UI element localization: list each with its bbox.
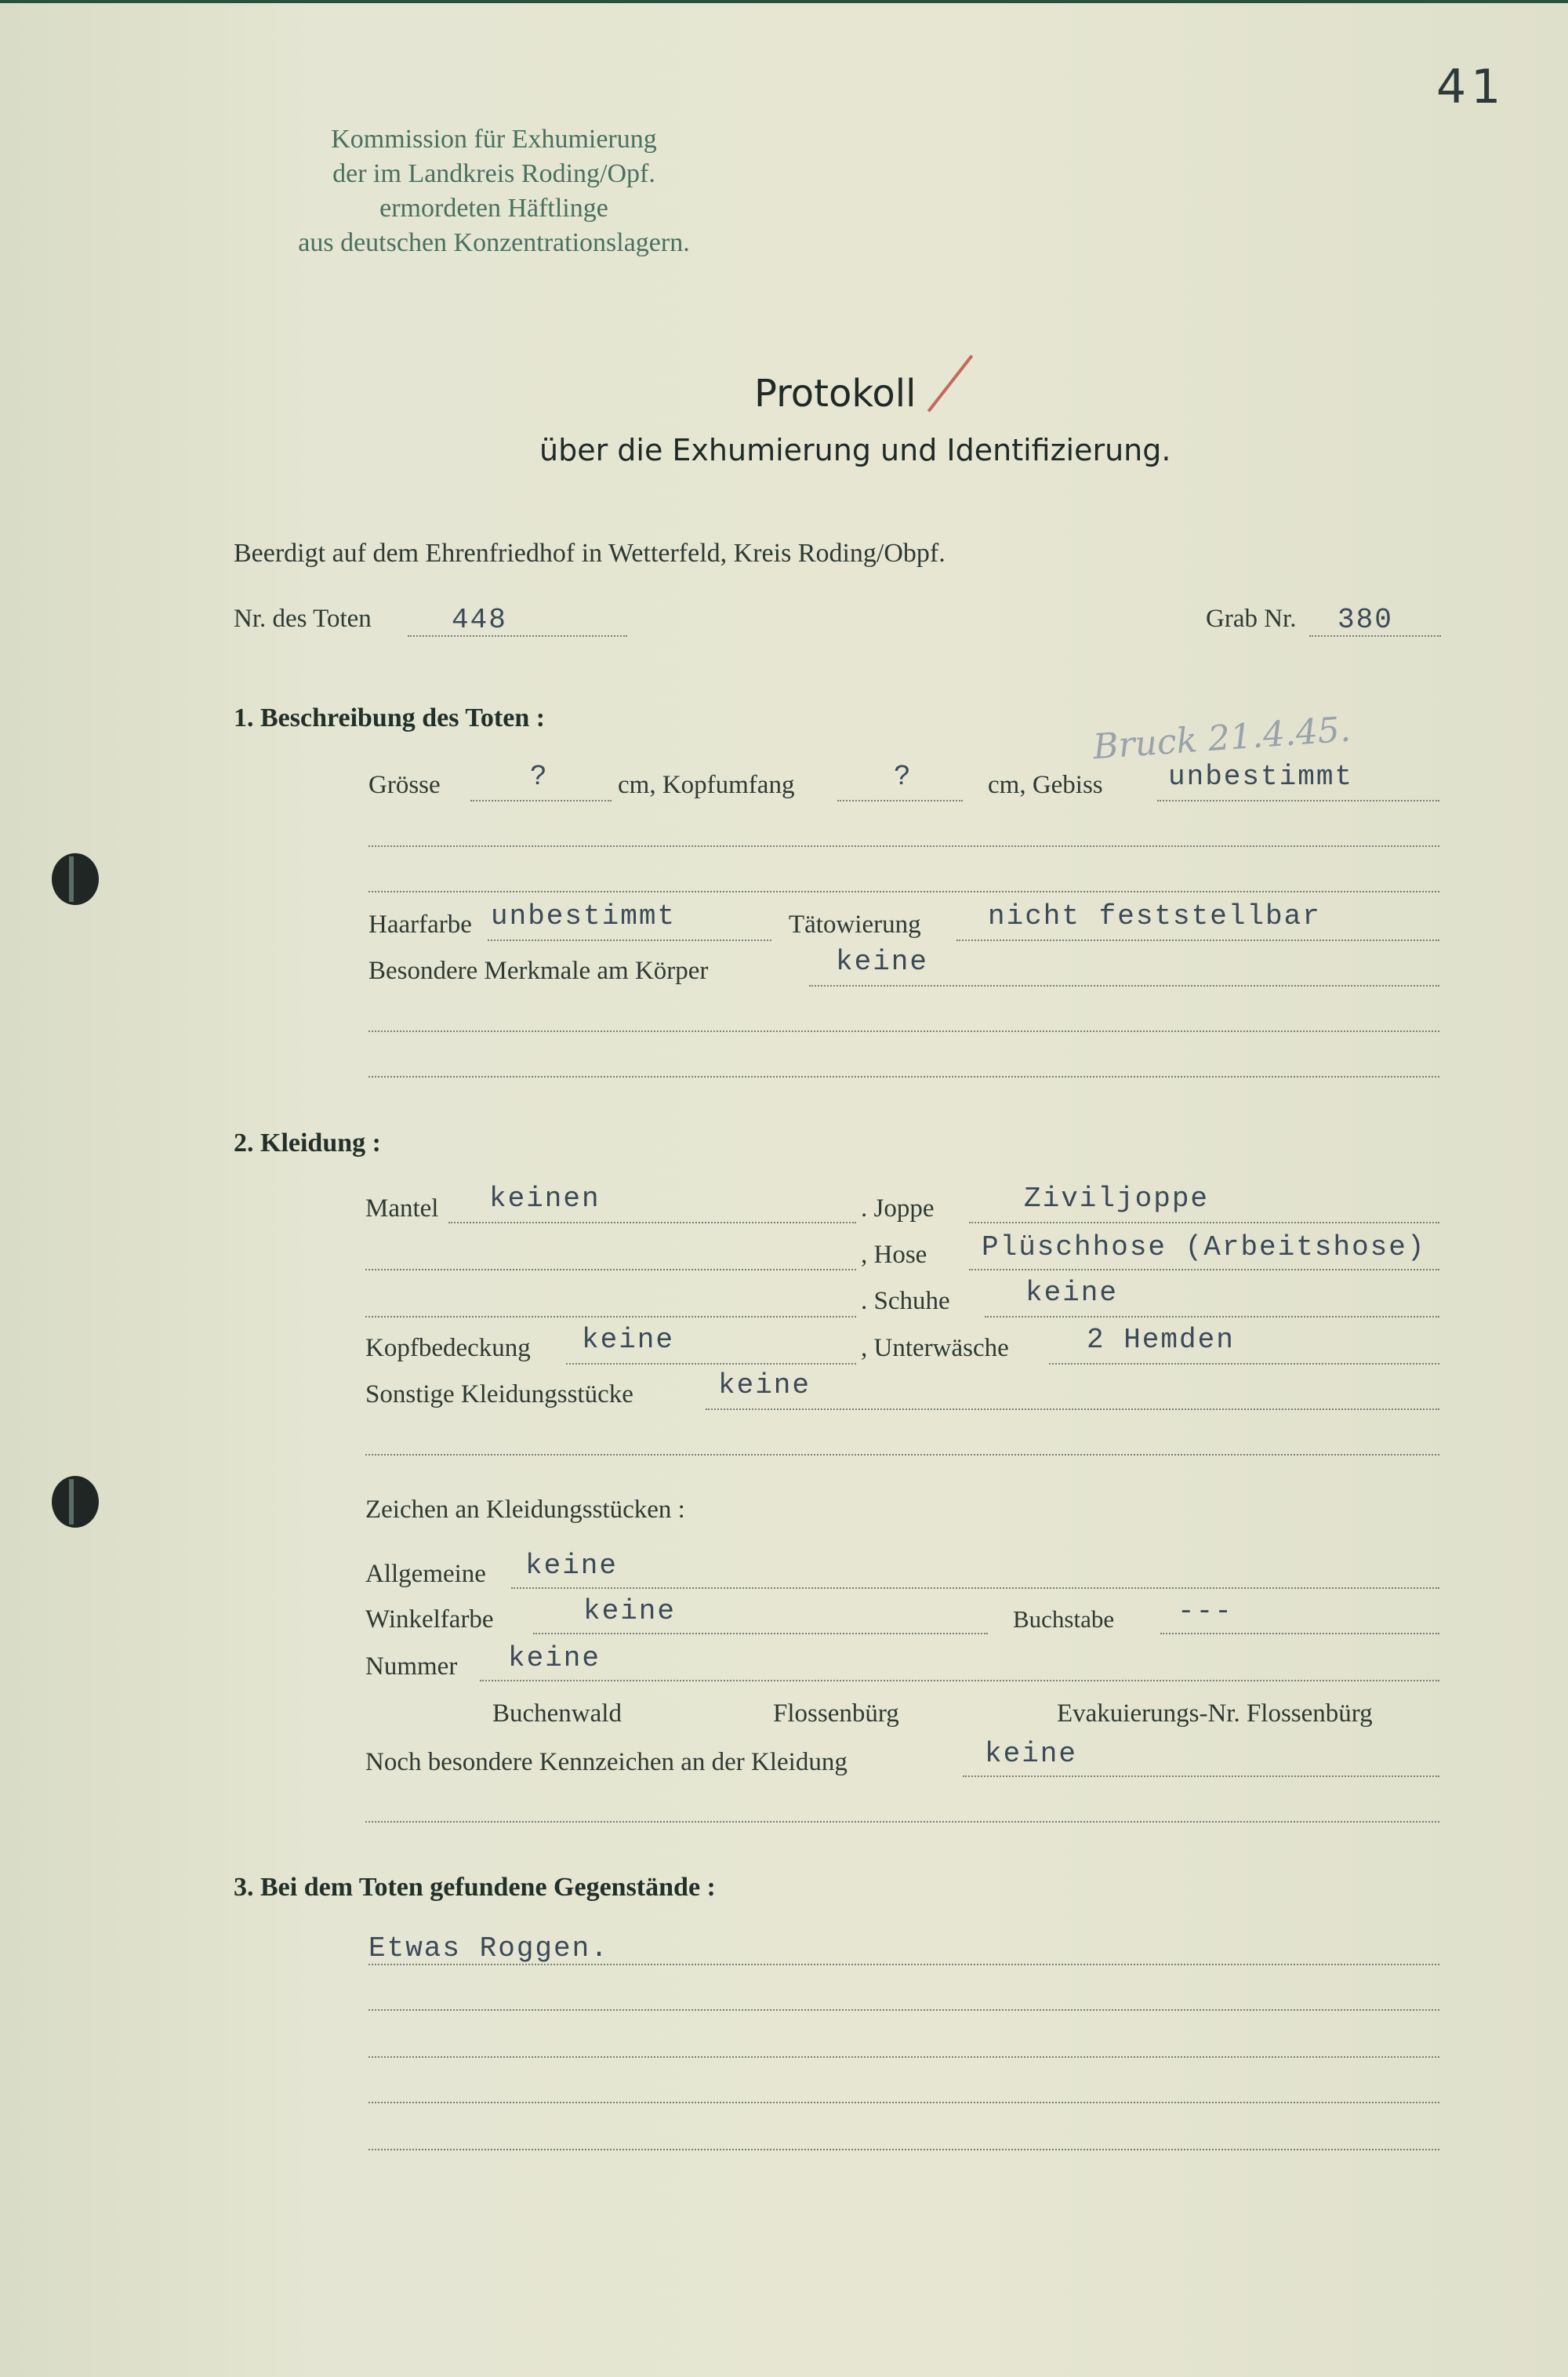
pencil-note: Bruck 21.4.45.	[1091, 709, 1352, 768]
blank-line	[365, 1821, 1439, 1823]
teeth-line	[1157, 800, 1439, 801]
dead-number-label: Nr. des Toten	[234, 605, 372, 633]
trousers-value: Plüschhose (Arbeitshose)	[982, 1231, 1426, 1263]
tattoo-line	[956, 940, 1439, 941]
grave-number-value: 380	[1338, 604, 1393, 636]
trousers-label: , Hose	[861, 1241, 927, 1269]
section-1-heading: 1. Beschreibung des Toten :	[234, 703, 546, 732]
dead-number-value: 448	[452, 604, 507, 636]
teeth-value: unbestimmt	[1168, 761, 1354, 793]
triangle-color-line	[533, 1633, 988, 1634]
header-line-1: Kommission für Exhumierung	[331, 125, 657, 154]
head-circ-label: cm, Kopfumfang	[618, 771, 795, 799]
item-line	[368, 2102, 1439, 2103]
general-marks-value: keine	[525, 1550, 619, 1582]
shoes-value: keine	[1025, 1277, 1119, 1309]
underwear-line	[1049, 1363, 1439, 1365]
blank-line	[368, 891, 1439, 892]
shoes-label: . Schuhe	[861, 1287, 950, 1315]
dead-number-line	[408, 635, 627, 637]
jacket-line	[969, 1222, 1439, 1223]
camp-buchenwald: Buchenwald	[492, 1699, 622, 1728]
red-check-mark	[927, 354, 974, 412]
item-line	[368, 2009, 1439, 2011]
marks-line	[809, 985, 1439, 987]
number-line	[480, 1680, 1439, 1681]
head-circ-line	[837, 800, 963, 801]
marks-label: Besondere Merkmale am Körper	[368, 957, 709, 985]
burial-location: Beerdigt auf dem Ehrenfriedhof in Wetterfeld, Kreis Roding/Obpf.	[234, 539, 946, 568]
number-label: Nummer	[365, 1652, 458, 1681]
commission-header	[251, 122, 737, 260]
jacket-label: . Joppe	[861, 1194, 935, 1223]
number-value: keine	[508, 1642, 601, 1674]
other-marks-line	[963, 1775, 1439, 1777]
hair-label: Haarfarbe	[368, 910, 472, 939]
shoes-line	[985, 1316, 1439, 1318]
headwear-label: Kopfbedeckung	[365, 1334, 531, 1362]
other-clothing-line	[706, 1408, 1439, 1410]
coat-label: Mantel	[365, 1194, 439, 1223]
found-item-1: Etwas Roggen.	[368, 1932, 609, 1964]
punch-hole-top	[52, 853, 99, 905]
size-label: Grösse	[368, 771, 441, 799]
size-line	[470, 800, 612, 801]
document-title: Protokoll	[754, 372, 916, 416]
header-line-2: der im Landkreis Roding/Opf.	[332, 159, 655, 188]
page-number: 41	[1436, 60, 1506, 114]
hair-value: unbestimmt	[491, 900, 677, 932]
clothing-marks-label: Zeichen an Kleidungsstücken :	[365, 1496, 685, 1524]
other-marks-label: Noch besondere Kennzeichen an der Kleidung	[365, 1748, 848, 1776]
blank-line	[365, 1269, 856, 1270]
item-line	[368, 2149, 1439, 2150]
blank-line	[368, 1076, 1439, 1078]
item-line	[368, 2056, 1439, 2058]
blank-line	[365, 1316, 856, 1318]
tattoo-label: Tätowierung	[789, 910, 921, 939]
underwear-label: , Unterwäsche	[861, 1334, 1009, 1362]
other-clothing-value: keine	[718, 1369, 811, 1401]
jacket-value: Ziviljoppe	[1024, 1183, 1210, 1215]
letter-line	[1160, 1633, 1439, 1634]
evacuation-number-label: Evakuierungs-Nr. Flossenbürg	[1057, 1699, 1373, 1728]
headwear-line	[566, 1363, 856, 1365]
triangle-color-label: Winkelfarbe	[365, 1605, 494, 1634]
blank-line	[368, 1030, 1439, 1032]
coat-value: keinen	[489, 1183, 601, 1215]
size-value: ?	[530, 761, 549, 793]
trousers-line	[969, 1269, 1439, 1270]
blank-line	[365, 1454, 1439, 1456]
hair-line	[488, 940, 771, 941]
tattoo-value: nicht feststellbar	[988, 900, 1321, 932]
letter-value: ---	[1178, 1595, 1233, 1627]
letter-label: Buchstabe	[1013, 1605, 1115, 1633]
teeth-label: cm, Gebiss	[988, 771, 1103, 799]
general-marks-label: Allgemeine	[365, 1560, 486, 1588]
header-line-4: aus deutschen Konzentrationslagern.	[298, 228, 690, 257]
coat-line	[448, 1222, 856, 1223]
header-line-3: ermordeten Häftlinge	[379, 194, 608, 223]
head-circ-value: ?	[894, 761, 913, 793]
punch-hole-bottom	[52, 1476, 99, 1528]
grave-number-label: Grab Nr.	[1206, 605, 1297, 633]
blank-line	[368, 845, 1439, 847]
other-clothing-label: Sonstige Kleidungsstücke	[365, 1380, 633, 1408]
underwear-value: 2 Hemden	[1087, 1324, 1235, 1356]
document-subtitle: über die Exhumierung und Identifizierung.	[539, 433, 1171, 467]
item-line	[368, 1964, 1439, 1965]
section-2-heading: 2. Kleidung :	[234, 1129, 381, 1158]
marks-value: keine	[836, 946, 929, 978]
general-marks-line	[511, 1587, 1439, 1589]
section-3-heading: 3. Bei dem Toten gefundene Gegenstände :	[234, 1873, 716, 1902]
other-marks-value: keine	[985, 1738, 1078, 1770]
triangle-color-value: keine	[583, 1595, 677, 1627]
camp-flossenbuerg: Flossenbürg	[773, 1699, 899, 1728]
headwear-value: keine	[582, 1324, 675, 1356]
